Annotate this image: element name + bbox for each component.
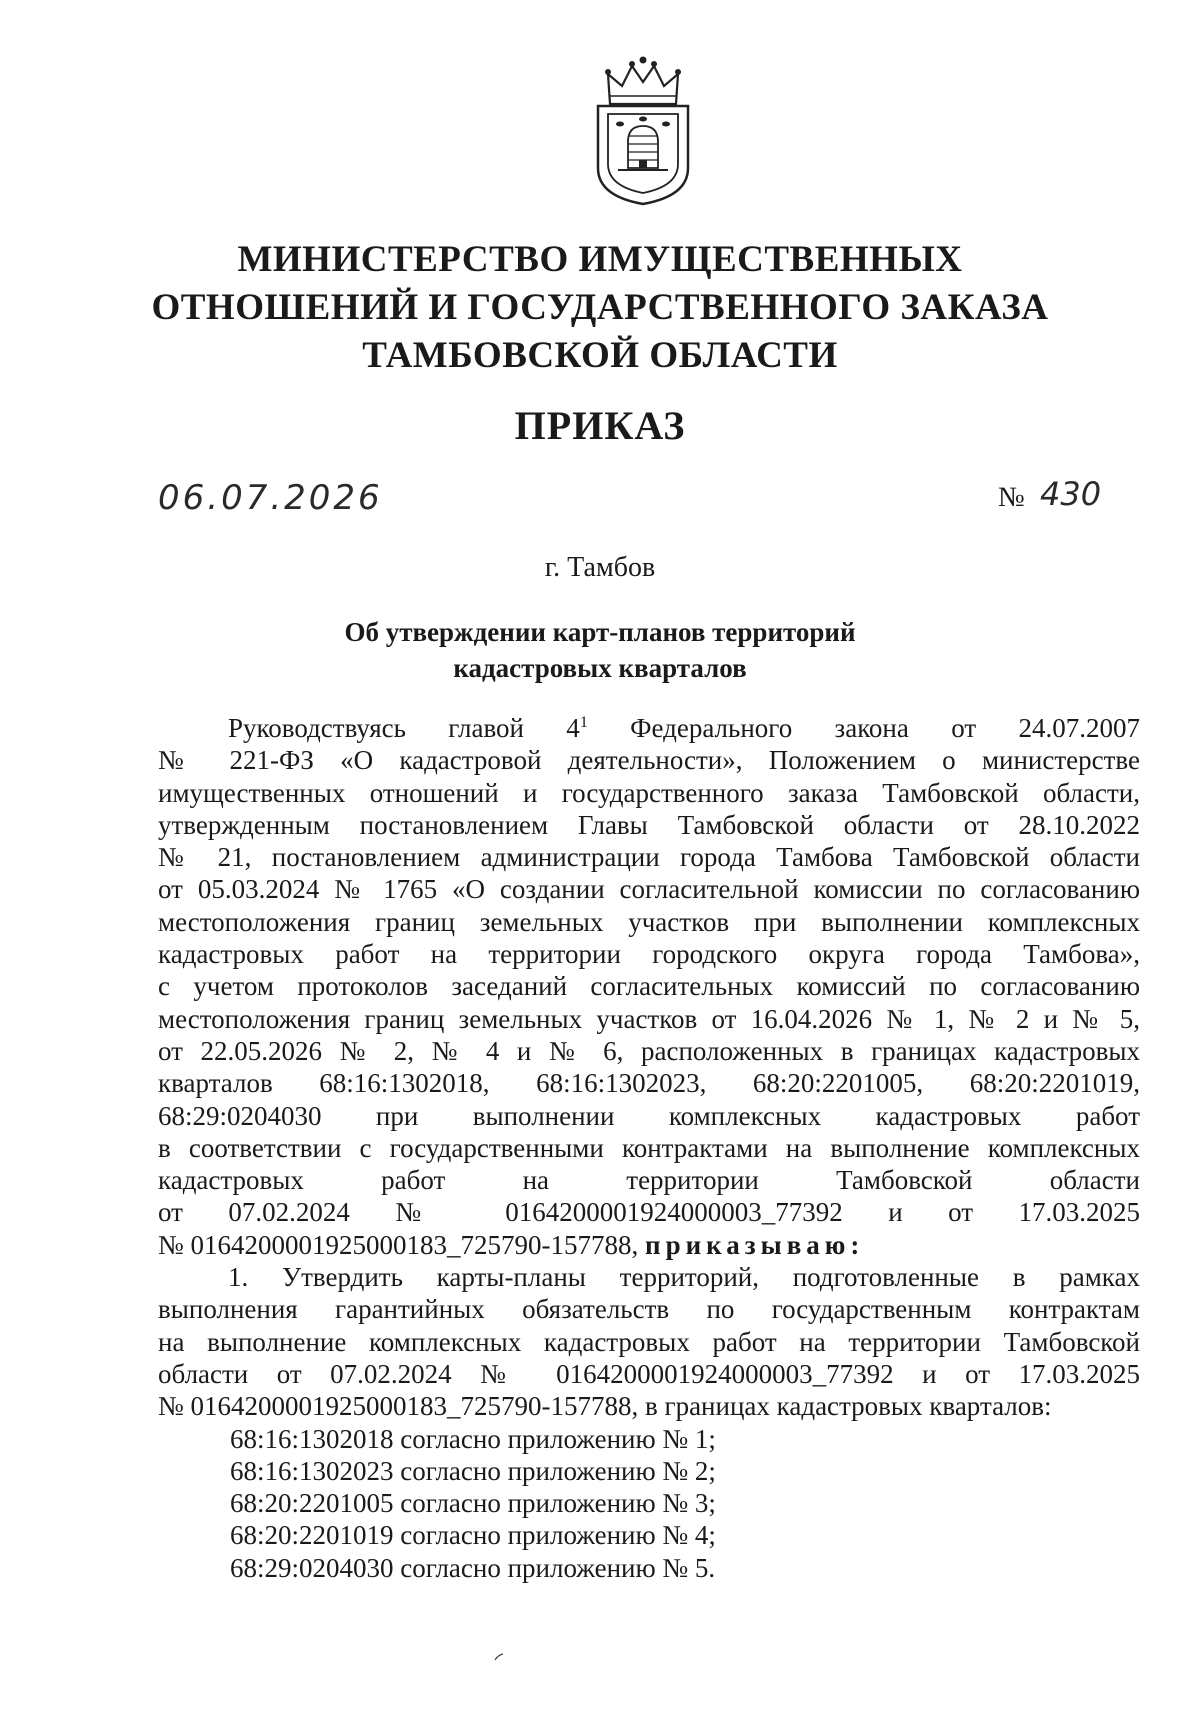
quarter-list-item: 68:29:0204030 согласно приложению № 5.	[230, 1552, 716, 1583]
paragraph-line: с учетом протоколов заседаний согласительных комиссий по согласованию	[158, 971, 1140, 1002]
quarter-list-item: 68:16:1302023 согласно приложению № 2;	[230, 1455, 716, 1486]
paragraph-line: в соответствии с государственными контрактами на выполнение комплексных	[158, 1132, 1140, 1163]
order-subject	[0, 614, 1200, 686]
paragraph-line: № 21, постановлением администрации города Тамбова Тамбовской области	[158, 842, 1140, 873]
order-number-label: №	[998, 482, 1025, 513]
ministry-line: МИНИСТЕРСТВО ИМУЩЕСТВЕННЫХ	[237, 239, 963, 280]
quarter-list-item: 68:20:2201019 согласно приложению № 4;	[230, 1520, 716, 1551]
order-date-handwritten: 06.07.2026	[158, 478, 383, 518]
text-run: Руководствуясь главой 4	[228, 713, 580, 743]
item-1-line: области от 07.02.2024 № 0164200001924000003_77392 и от 17.03.2025	[158, 1358, 1140, 1389]
paragraph-line: 68:29:0204030 при выполнении комплексных кадастровых работ	[158, 1100, 1140, 1131]
paragraph-line: утвержденным постановлением Главы Тамбовской области от 28.10.2022	[158, 809, 1140, 840]
paragraph-line: от 22.05.2026 № 2, № 4 и № 6, расположенных в границах кадастровых	[158, 1035, 1140, 1066]
paragraph-line: от 05.03.2024 № 1765 «О создании согласительной комиссии по согласованию	[158, 874, 1140, 905]
subject-line: кадастровых кварталов	[453, 653, 747, 683]
paragraph-line: № 221-ФЗ «О кадастровой деятельности», Положением о министерстве	[158, 745, 1140, 776]
order-body	[158, 712, 1140, 1584]
decree-word: приказываю:	[645, 1229, 865, 1260]
quarter-list-item: 68:20:2201005 согласно приложению № 3;	[230, 1488, 716, 1519]
order-number-handwritten: 430	[1040, 475, 1102, 513]
paragraph-line: местоположения границ земельных участков при выполнении комплексных	[158, 906, 1140, 937]
item-1-line: на выполнение комплексных кадастровых работ на территории Тамбовской	[158, 1326, 1140, 1357]
subject-line: Об утверждении карт-планов территорий	[344, 617, 856, 647]
quarter-list-item: 68:16:1302018 согласно приложению № 1;	[230, 1423, 716, 1454]
item-1-line: выполнения гарантийных обязательств по государственным контрактам	[158, 1294, 1140, 1325]
paragraph-line: кадастровых работ на территории городского округа города Тамбова»,	[158, 939, 1140, 970]
text-run: № 0164200001925000183_725790-157788,	[158, 1229, 646, 1260]
paragraph-line	[158, 712, 1140, 744]
paragraph-line	[158, 1229, 1140, 1261]
ministry-line: ОТНОШЕНИЙ И ГОСУДАРСТВЕННОГО ЗАКАЗА	[151, 287, 1049, 328]
paragraph-line: кварталов 68:16:1302018, 68:16:1302023, 68:20:2201005, 68:20:2201019,	[158, 1068, 1140, 1099]
chapter-superscript: 1	[579, 714, 588, 731]
ministry-name	[0, 236, 1200, 380]
item-1-line: № 0164200001925000183_725790-157788, в границах кадастровых кварталов:	[158, 1391, 1052, 1422]
ministry-line: ТАМБОВСКОЙ ОБЛАСТИ	[362, 335, 838, 376]
paragraph-line: имущественных отношений и государственного заказа Тамбовской области,	[158, 777, 1140, 808]
paragraph-line: от 07.02.2024 № 0164200001924000003_77392 и от 17.03.2025	[158, 1197, 1140, 1228]
paragraph-line: кадастровых работ на территории Тамбовской области	[158, 1165, 1140, 1196]
scan-mark	[494, 1653, 504, 1661]
item-1-line: 1. Утвердить карты-планы территорий, подготовленные в рамках	[228, 1262, 1140, 1293]
city-line: г. Тамбов	[544, 552, 656, 583]
tambov-coat-of-arms-emblem	[588, 56, 698, 208]
paragraph-line: местоположения границ земельных участков от 16.04.2026 № 1, № 2 и № 5,	[158, 1003, 1140, 1034]
text-run: Федерального закона от 24.07.2007	[587, 713, 1140, 743]
order-title: ПРИКАЗ	[514, 403, 686, 448]
